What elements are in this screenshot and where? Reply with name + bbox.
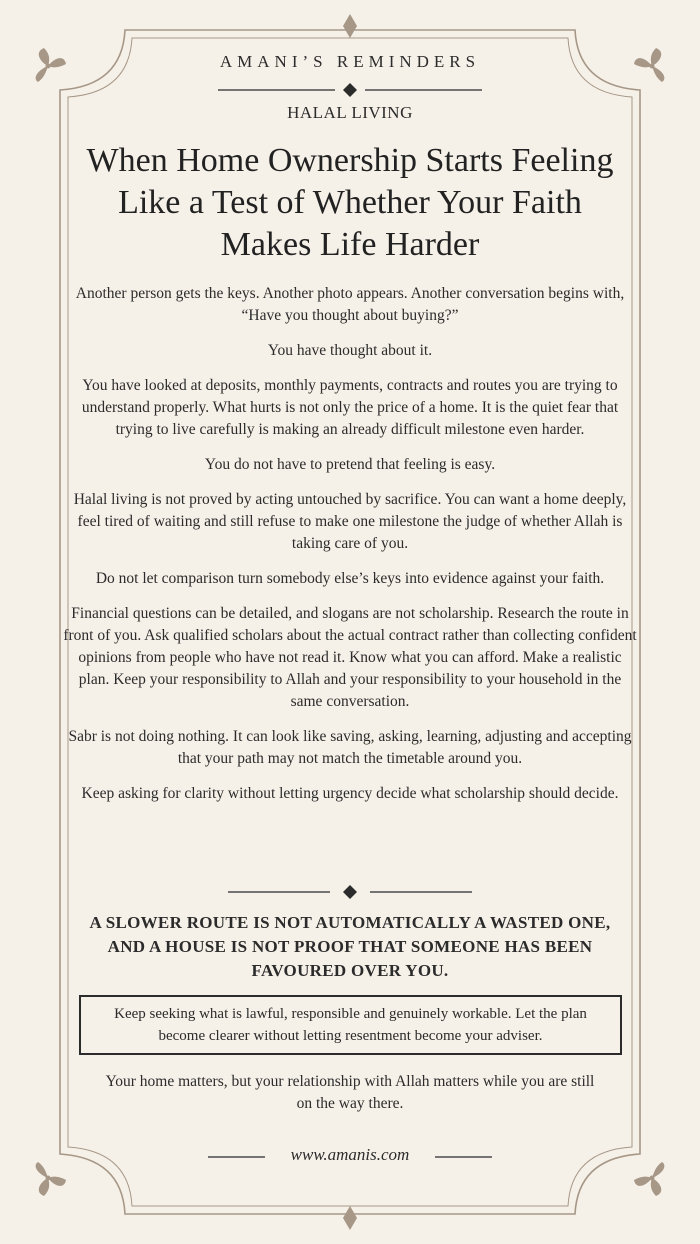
paragraph: Halal living is not proved by acting untouched by sacrifice. You can want a home deeply, feel tired of waiting and still refuse to make one milestone the judge of whether Allah is taking care of you. (73, 491, 627, 552)
article-body (62, 283, 638, 818)
diamond-ornament-icon (343, 885, 357, 899)
website-link[interactable]: www.amanis.com (290, 1145, 410, 1164)
paragraph: Do not let comparison turn somebody else’s keys into evidence against your faith. (95, 570, 605, 587)
category-label: HALAL LIVING (287, 103, 413, 122)
callout-text: Keep seeking what is lawful, responsible and genuinely workable. Let the plan become clearer without letting resentment become your adviser. (114, 1006, 587, 1044)
callout-box (79, 995, 622, 1055)
paragraph: Keep asking for clarity without letting urgency decide what scholarship should decide. (81, 785, 619, 802)
paragraph: Another person gets the keys. Another photo appears. Another conversation begins with, “Have you thought about buying?” (75, 285, 625, 324)
article-title: When Home Ownership Starts Feeling Like a Test of Whether Your Faith Makes Life Harder (86, 142, 614, 263)
paragraph: You do not have to pretend that feeling is easy. (204, 456, 496, 473)
section-divider (0, 882, 700, 902)
paragraph: You have thought about it. (267, 342, 433, 359)
paragraph: You have looked at deposits, monthly payments, contracts and routes you are trying to understand properly. What hurts is not only the price of a home. It is the quiet fear that trying to live carefully is making an already difficult milestone even harder. (81, 377, 619, 438)
paragraph: Financial questions can be detailed, and slogans are not scholarship. Research the route in front of you. Ask qualified scholars about the actual contract rather than collecting confident opinions from people who have not read it. Know what you can afford. Make a realistic plan. Keep your responsibility to Allah and your responsibility to your household in the same conversation. (63, 605, 637, 710)
brand-divider (0, 80, 700, 100)
diamond-ornament-icon (343, 83, 357, 97)
closing-text: Your home matters, but your relationship with Allah matters while you are still on the way there. (105, 1073, 595, 1112)
paragraph: Sabr is not doing nothing. It can look like saving, asking, learning, adjusting and accepting that your path may not match the timetable around you. (68, 728, 632, 767)
brand-name: AMANI’S REMINDERS (219, 52, 481, 71)
key-statement: A SLOWER ROUTE IS NOT AUTOMATICALLY A WASTED ONE, AND A HOUSE IS NOT PROOF THAT SOMEONE HAS BEEN FAVOURED OVER YOU. (89, 913, 611, 980)
